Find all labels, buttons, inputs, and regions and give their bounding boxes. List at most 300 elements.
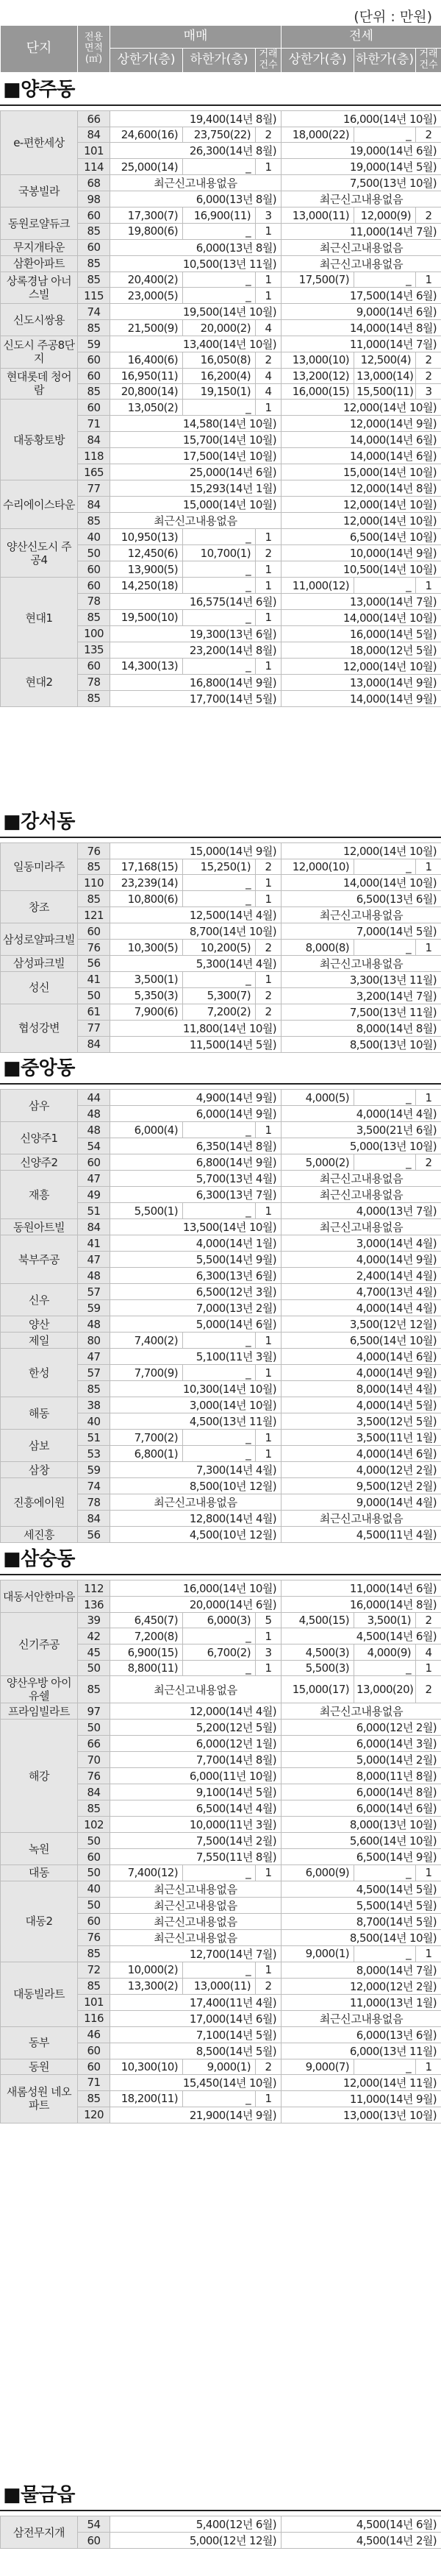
table-row <box>1 1219 441 1235</box>
area-cell: 85 <box>78 1676 110 1703</box>
jeonse-price: 6,500(14년 10월) <box>282 1333 441 1349</box>
sale-lower: 5,300(7) <box>183 987 256 1004</box>
header-sale-deals-line1: 거래 <box>259 49 278 60</box>
sale-price: 6,800(14년 9월) <box>110 1154 282 1171</box>
jeonse-price: 10,500(14년 10월) <box>282 561 441 578</box>
sale-lower: 6,000(3) <box>183 1613 256 1628</box>
jeonse-deals: 4 <box>416 1644 441 1660</box>
area-cell: 59 <box>78 1300 110 1316</box>
jeonse-price: 12,000(14년 8월) <box>282 480 441 497</box>
sale-deals: 1 <box>256 159 282 175</box>
header-jeonse-deals <box>416 49 441 73</box>
jeonse-price: 14,000(14년 8월) <box>282 320 441 336</box>
sale-price: 12,700(14년 7월) <box>110 1945 282 1962</box>
complex-name: 상록경남 아너스빌 <box>1 272 78 303</box>
jeonse-upper: 4,500(3) <box>282 1644 354 1660</box>
sale-lower: _ <box>183 609 256 625</box>
area-cell: 84 <box>78 1511 110 1527</box>
jeonse-price: 3,500(12년 12월) <box>282 1316 441 1333</box>
sale-lower: _ <box>183 1430 256 1446</box>
table-row <box>1 1090 441 1106</box>
sale-price: 14,580(14년 10월) <box>110 416 282 432</box>
sale-deals: 2 <box>256 352 282 368</box>
area-cell: 57 <box>78 1284 110 1300</box>
jeonse-price: 14,000(14년 10월) <box>282 875 441 891</box>
jeonse-price: 16,000(14년 5월) <box>282 625 441 642</box>
area-cell: 85 <box>78 2090 110 2107</box>
jeonse-lower: _ <box>354 1660 416 1675</box>
sale-no-data: 최근신고내용없음 <box>110 1676 282 1703</box>
complex-name: 신양주2 <box>1 1154 78 1171</box>
area-cell: 41 <box>78 971 110 987</box>
jeonse-upper: 8,000(8) <box>282 940 354 955</box>
sale-price: 21,900(14년 9월) <box>110 2107 282 2123</box>
sale-upper: 14,250(18) <box>110 578 183 593</box>
area-cell: 40 <box>78 529 110 545</box>
sale-price: 6,000(11년 10월) <box>110 1768 282 1784</box>
unit-note: (단위 : 만원) <box>354 9 432 25</box>
sale-upper: 16,400(6) <box>110 352 183 368</box>
price-table <box>0 1580 441 2123</box>
jeonse-price: 7,500(13년 11월) <box>282 1004 441 1020</box>
complex-name: 수리에이스타운 <box>1 480 78 529</box>
area-cell: 60 <box>78 2043 110 2059</box>
jeonse-no-data: 최근신고내용없음 <box>282 1171 441 1187</box>
jeonse-no-data: 최근신고내용없음 <box>282 1187 441 1203</box>
table-row <box>1 1703 441 1720</box>
area-cell: 114 <box>78 159 110 175</box>
sale-price: 7,000(13년 2월) <box>110 1300 282 1316</box>
area-cell: 102 <box>78 1817 110 1833</box>
complex-name: 양산신도시 주공4 <box>1 529 78 578</box>
table-row <box>1 1004 441 1020</box>
jeonse-price: 8,000(14년 8월) <box>282 1020 441 1036</box>
sale-price: 15,000(14년 9월) <box>110 843 282 859</box>
table-row <box>1 955 441 971</box>
table-row <box>1 1833 441 1849</box>
jeonse-price: 6,500(13년 6월) <box>282 891 441 907</box>
sale-upper: 8,800(11) <box>110 1660 183 1675</box>
complex-name: 동원아트빌 <box>1 1219 78 1235</box>
area-cell: 110 <box>78 875 110 891</box>
sale-price: 11,800(14년 10월) <box>110 1020 282 1036</box>
area-cell: 85 <box>78 513 110 529</box>
area-cell: 60 <box>78 2059 110 2074</box>
sale-deals: 1 <box>256 891 282 907</box>
table-row <box>1 2059 441 2074</box>
jeonse-price: 8,000(11년 8월) <box>282 1768 441 1784</box>
jeonse-price: 6,500(14년 10월) <box>282 529 441 545</box>
sale-lower: _ <box>183 223 256 239</box>
sale-no-data: 최근신고내용없음 <box>110 175 282 191</box>
table-row <box>1 1171 441 1187</box>
sale-price: 6,000(13년 8월) <box>110 191 282 207</box>
header-sale-lower: 하한가(층) <box>183 49 256 73</box>
price-table <box>0 2516 441 2549</box>
jeonse-upper: 17,500(7) <box>282 272 354 287</box>
area-cell: 68 <box>78 175 110 191</box>
sale-lower: _ <box>183 658 256 674</box>
table-row <box>1 1676 441 1703</box>
sale-deals: 1 <box>256 1628 282 1644</box>
section-divider <box>0 837 441 838</box>
jeonse-price: 3,500(21년 6월) <box>282 1122 441 1138</box>
header-jeonse-deals-line1: 거래 <box>419 49 438 60</box>
table-row <box>1 1720 441 1736</box>
area-cell: 53 <box>78 1446 110 1462</box>
jeonse-deals: 2 <box>416 352 441 368</box>
jeonse-lower: _ <box>354 272 416 287</box>
jeonse-price: 9,500(12년 2월) <box>282 1478 441 1494</box>
complex-name: 신기주공 <box>1 1613 78 1676</box>
area-cell: 76 <box>78 1768 110 1784</box>
sale-upper: 6,800(1) <box>110 1446 183 1462</box>
jeonse-price: 3,300(13년 11월) <box>282 971 441 987</box>
jeonse-price: 10,000(14년 9월) <box>282 545 441 561</box>
sale-deals: 1 <box>256 578 282 593</box>
complex-name: 신도시쌍용 <box>1 304 78 336</box>
sale-lower: _ <box>183 272 256 287</box>
sale-lower: _ <box>183 2090 256 2107</box>
header-area <box>78 26 110 73</box>
sale-deals: 1 <box>256 971 282 987</box>
area-cell: 50 <box>78 1720 110 1736</box>
sale-upper: 6,000(4) <box>110 1122 183 1138</box>
sale-price: 17,000(14년 6월) <box>110 2010 282 2026</box>
area-cell: 101 <box>78 1994 110 2010</box>
area-cell: 77 <box>78 480 110 497</box>
area-cell: 44 <box>78 1090 110 1106</box>
area-cell: 60 <box>78 368 110 383</box>
jeonse-price: 4,000(12년 2월) <box>282 1462 441 1478</box>
area-cell: 50 <box>78 1660 110 1675</box>
table-row <box>1 1333 441 1349</box>
sale-upper: 10,300(10) <box>110 2059 183 2074</box>
sale-price: 7,100(14년 5월) <box>110 2026 282 2043</box>
sale-deals: 1 <box>256 1865 282 1881</box>
table-row <box>1 971 441 987</box>
sale-lower: _ <box>183 1203 256 1219</box>
sale-price: 12,800(14년 4월) <box>110 1511 282 1527</box>
jeonse-upper: 5,000(2) <box>282 1154 354 1171</box>
area-cell: 50 <box>78 1897 110 1913</box>
table-row <box>1 239 441 255</box>
area-cell: 60 <box>78 658 110 674</box>
sale-upper: 19,800(6) <box>110 223 183 239</box>
jeonse-upper: 13,000(11) <box>282 207 354 223</box>
area-cell: 41 <box>78 1235 110 1252</box>
table-row <box>1 2026 441 2043</box>
sale-deals: 1 <box>256 1962 282 1978</box>
sale-price: 13,400(14년 10월) <box>110 336 282 352</box>
sale-upper: 7,200(8) <box>110 1628 183 1644</box>
complex-name: 무지개타운 <box>1 239 78 255</box>
area-cell: 85 <box>78 223 110 239</box>
area-cell: 112 <box>78 1580 110 1597</box>
jeonse-price: 6,000(13년 6월) <box>282 2026 441 2043</box>
sale-lower: 6,700(2) <box>183 1644 256 1660</box>
table-row <box>1 923 441 940</box>
sale-deals: 1 <box>256 1660 282 1675</box>
area-cell: 80 <box>78 1333 110 1349</box>
table-row <box>1 658 441 674</box>
sale-price: 17,500(14년 10월) <box>110 448 282 464</box>
section-divider <box>0 1083 441 1085</box>
area-cell: 48 <box>78 1268 110 1284</box>
sale-price: 5,200(12년 5월) <box>110 1720 282 1736</box>
section-divider <box>0 104 441 106</box>
area-cell: 85 <box>78 609 110 625</box>
table-row <box>1 111 441 127</box>
jeonse-lower: _ <box>354 578 416 593</box>
jeonse-price: 5,500(14년 5월) <box>282 1897 441 1913</box>
jeonse-lower: _ <box>354 1154 416 1171</box>
complex-name: 협성강변 <box>1 1004 78 1052</box>
complex-name: 대동 <box>1 1865 78 1881</box>
table-row <box>1 400 441 416</box>
sale-deals: 1 <box>256 561 282 578</box>
jeonse-lower: _ <box>354 127 416 143</box>
sale-deals: 1 <box>256 609 282 625</box>
sale-price: 7,300(14년 4월) <box>110 1462 282 1478</box>
jeonse-deals: 1 <box>416 2059 441 2074</box>
sale-deals: 1 <box>256 1446 282 1462</box>
sale-upper: 14,300(13) <box>110 658 183 674</box>
sale-price: 7,700(14년 8월) <box>110 1752 282 1768</box>
area-cell: 48 <box>78 1316 110 1333</box>
complex-name: 한성 <box>1 1349 78 1397</box>
table-row <box>1 529 441 545</box>
jeonse-price: 5,000(13년 10월) <box>282 1138 441 1154</box>
jeonse-upper: 9,000(7) <box>282 2059 354 2074</box>
jeonse-price: 9,000(14년 6월) <box>282 304 441 320</box>
area-cell: 85 <box>78 859 110 875</box>
area-cell: 74 <box>78 1478 110 1494</box>
section-divider <box>0 1574 441 1575</box>
area-cell: 101 <box>78 143 110 159</box>
jeonse-price: 11,000(14년 7월) <box>282 223 441 239</box>
sale-price: 5,500(14년 9월) <box>110 1252 282 1268</box>
table-row <box>1 1462 441 1478</box>
header-complex: 단지 <box>1 26 78 73</box>
jeonse-price: 14,000(14년 9월) <box>282 690 441 706</box>
sale-deals: 1 <box>256 1203 282 1219</box>
sale-upper: 10,950(13) <box>110 529 183 545</box>
header-sale-deals <box>256 49 282 73</box>
area-cell: 84 <box>78 497 110 513</box>
area-cell: 85 <box>78 1945 110 1962</box>
table-row <box>1 255 441 272</box>
sale-lower: _ <box>183 1446 256 1462</box>
sale-deals: 4 <box>256 368 282 383</box>
sale-lower: 9,000(1) <box>183 2059 256 2074</box>
sale-price: 15,450(14년 10월) <box>110 2074 282 2090</box>
sale-deals: 1 <box>256 1122 282 1138</box>
area-cell: 74 <box>78 304 110 320</box>
sale-price: 6,300(13년 6월) <box>110 1268 282 1284</box>
table-row <box>1 891 441 907</box>
sale-upper: 17,168(15) <box>110 859 183 875</box>
jeonse-price: 8,000(14년 4월) <box>282 1381 441 1397</box>
sale-price: 6,300(13년 7월) <box>110 1187 282 1203</box>
sale-upper: 7,400(12) <box>110 1865 183 1881</box>
sale-deals: 2 <box>256 940 282 955</box>
price-table <box>0 842 441 1053</box>
area-cell: 76 <box>78 843 110 859</box>
sale-deals: 1 <box>256 223 282 239</box>
jeonse-lower: _ <box>354 859 416 875</box>
area-cell: 57 <box>78 1365 110 1381</box>
jeonse-lower: 13,000(20) <box>354 1676 416 1703</box>
sale-price: 25,000(14년 6월) <box>110 464 282 480</box>
table-row <box>1 1349 441 1365</box>
jeonse-lower: 4,000(9) <box>354 1644 416 1660</box>
area-cell: 84 <box>78 127 110 143</box>
sale-lower: 15,250(1) <box>183 859 256 875</box>
area-cell: 77 <box>78 1020 110 1036</box>
section <box>0 1051 441 1543</box>
area-cell: 71 <box>78 416 110 432</box>
jeonse-lower: _ <box>354 1865 416 1881</box>
area-cell: 50 <box>78 1865 110 1881</box>
area-cell: 48 <box>78 1122 110 1138</box>
jeonse-deals: 1 <box>416 859 441 875</box>
table-row <box>1 1865 441 1881</box>
sale-price: 15,000(14년 10월) <box>110 497 282 513</box>
complex-name: 대동2 <box>1 1881 78 1962</box>
jeonse-price: 12,000(14년 10월) <box>282 497 441 513</box>
jeonse-upper: 13,000(10) <box>282 352 354 368</box>
sale-price: 8,500(10년 12월) <box>110 1478 282 1494</box>
jeonse-no-data: 최근신고내용없음 <box>282 239 441 255</box>
sale-upper: 23,239(14) <box>110 875 183 891</box>
jeonse-price: 11,000(13년 1월) <box>282 1994 441 2010</box>
area-cell: 76 <box>78 1929 110 1945</box>
sale-price: 19,500(14년 10월) <box>110 304 282 320</box>
jeonse-price: 3,500(11년 1월) <box>282 1430 441 1446</box>
jeonse-deals: 1 <box>416 272 441 287</box>
section <box>0 1541 441 2123</box>
sale-no-data: 최근신고내용없음 <box>110 1897 282 1913</box>
sale-price: 15,700(14년 10월) <box>110 432 282 448</box>
complex-name: 삼전무지개 <box>1 2516 78 2549</box>
jeonse-upper: 6,000(9) <box>282 1865 354 1881</box>
jeonse-price: 4,500(14년 2월) <box>282 2533 441 2549</box>
jeonse-lower: 15,500(11) <box>354 383 416 399</box>
sale-upper: 7,700(9) <box>110 1365 183 1381</box>
table-row <box>1 1527 441 1543</box>
sale-deals: 2 <box>256 859 282 875</box>
jeonse-price: 4,500(14년 6월) <box>282 1628 441 1644</box>
jeonse-deals: 1 <box>416 578 441 593</box>
sale-upper: 10,800(6) <box>110 891 183 907</box>
jeonse-no-data: 최근신고내용없음 <box>282 2010 441 2026</box>
sale-price: 5,100(11년 3월) <box>110 1349 282 1365</box>
jeonse-price: 19,000(14년 5월) <box>282 159 441 175</box>
area-cell: 78 <box>78 593 110 609</box>
header-sale-upper: 상한가(층) <box>110 49 183 73</box>
sale-no-data: 최근신고내용없음 <box>110 1494 282 1511</box>
jeonse-no-data: 최근신고내용없음 <box>282 1219 441 1235</box>
table-row <box>1 272 441 287</box>
area-cell: 38 <box>78 1397 110 1413</box>
sale-lower: 10,200(5) <box>183 940 256 955</box>
sale-price: 6,000(13년 8월) <box>110 239 282 255</box>
area-cell: 51 <box>78 1430 110 1446</box>
table-row <box>1 207 441 223</box>
jeonse-price: 13,000(14년 9월) <box>282 674 441 690</box>
sale-deals: 2 <box>256 2059 282 2074</box>
table-row <box>1 1881 441 1897</box>
sale-price: 4,900(14년 9월) <box>110 1090 282 1106</box>
area-cell: 51 <box>78 1203 110 1219</box>
area-cell: 118 <box>78 448 110 464</box>
sale-lower: _ <box>183 1962 256 1978</box>
sale-lower: _ <box>183 1333 256 1349</box>
complex-name: 국봉빌라 <box>1 175 78 207</box>
jeonse-no-data: 최근신고내용없음 <box>282 907 441 923</box>
area-cell: 50 <box>78 1833 110 1849</box>
sale-upper: 19,500(10) <box>110 609 183 625</box>
section-divider <box>0 2510 441 2511</box>
complex-name: 대동황토방 <box>1 400 78 480</box>
jeonse-price: 14,000(14년 6월) <box>282 432 441 448</box>
header-jeonse-lower: 하한가(층) <box>354 49 416 73</box>
sale-deals: 5 <box>256 1613 282 1628</box>
area-cell: 42 <box>78 1628 110 1644</box>
sale-lower: _ <box>183 561 256 578</box>
complex-name: 창조 <box>1 891 78 923</box>
sale-lower: _ <box>183 578 256 593</box>
sale-price: 7,500(14년 2월) <box>110 1833 282 1849</box>
complex-name: 삼보 <box>1 1430 78 1462</box>
complex-name: 현대1 <box>1 578 78 658</box>
area-cell: 66 <box>78 111 110 127</box>
section-title: ■삼숭동 <box>3 1548 75 1570</box>
jeonse-price: 6,000(14년 3월) <box>282 1736 441 1752</box>
area-cell: 85 <box>78 320 110 336</box>
area-cell: 85 <box>78 1978 110 1994</box>
area-cell: 71 <box>78 2074 110 2090</box>
sale-deals: 1 <box>256 1430 282 1446</box>
area-cell: 85 <box>78 383 110 399</box>
area-cell: 72 <box>78 1962 110 1978</box>
area-cell: 50 <box>78 545 110 561</box>
price-table <box>0 110 441 707</box>
jeonse-price: 3,000(14년 4월) <box>282 1235 441 1252</box>
complex-name: 북부주공 <box>1 1235 78 1284</box>
complex-name: e-편한세상 <box>1 111 78 175</box>
jeonse-price: 6,000(14년 6월) <box>282 1800 441 1817</box>
sale-price: 8,500(14년 5월) <box>110 2043 282 2059</box>
jeonse-no-data: 최근신고내용없음 <box>282 1703 441 1720</box>
complex-name: 세진흥 <box>1 1527 78 1543</box>
sale-upper: 6,900(15) <box>110 1644 183 1660</box>
sale-price: 6,500(12년 3월) <box>110 1284 282 1300</box>
table-row <box>1 843 441 859</box>
sale-upper: 6,450(7) <box>110 1613 183 1628</box>
jeonse-deals: 1 <box>416 1660 441 1675</box>
sale-deals: 1 <box>256 529 282 545</box>
sale-price: 12,000(14년 4월) <box>110 1703 282 1720</box>
table-row <box>1 336 441 352</box>
area-cell: 60 <box>78 1849 110 1865</box>
sale-deals: 1 <box>256 875 282 891</box>
jeonse-no-data: 최근신고내용없음 <box>282 255 441 272</box>
area-cell: 85 <box>78 1381 110 1397</box>
table-row <box>1 578 441 593</box>
jeonse-price: 5,600(14년 10월) <box>282 1833 441 1849</box>
